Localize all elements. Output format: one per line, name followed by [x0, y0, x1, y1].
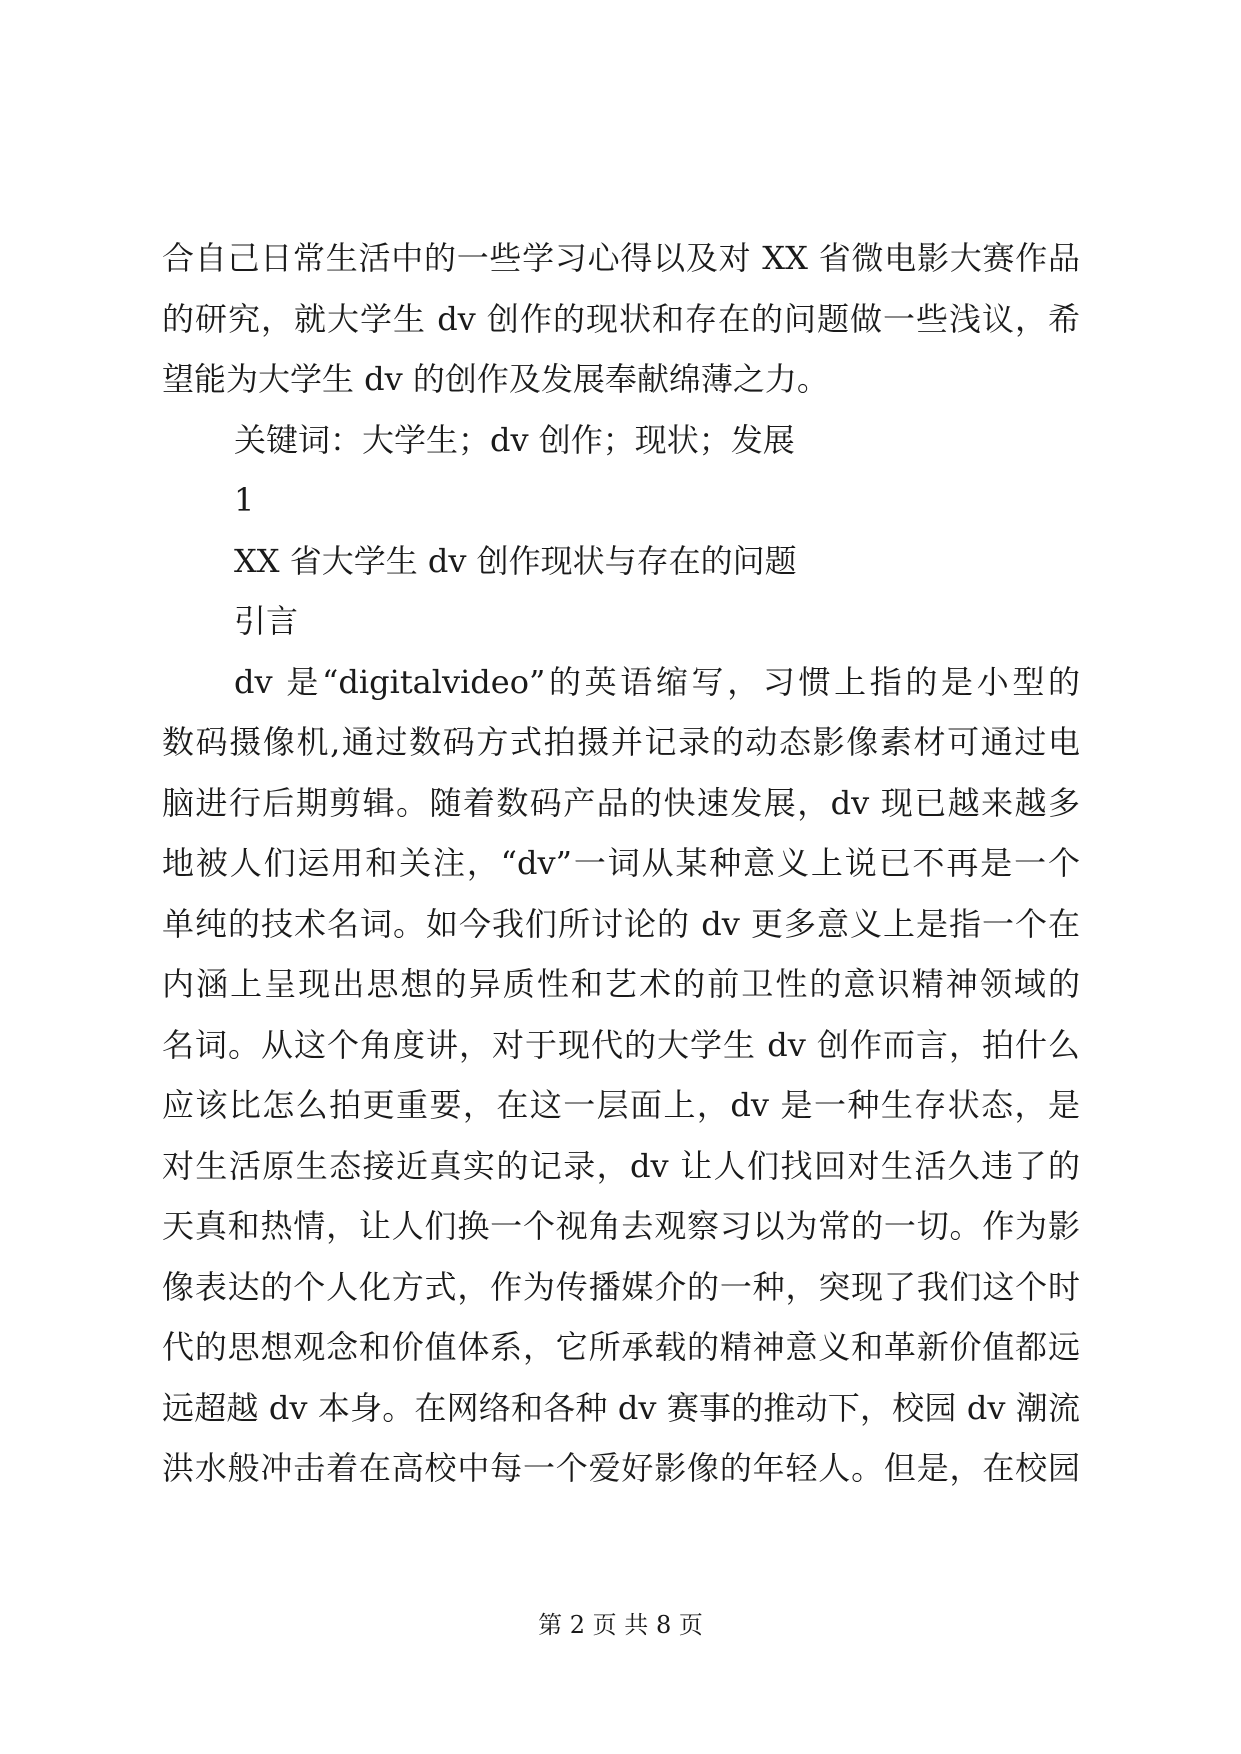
paragraph-line: dv 是“digitalvideo”的英语缩写，习惯上指的是小型的	[234, 662, 1080, 701]
paragraph-line: 对生活原生态接近真实的记录，dv 让人们找回对生活久违了的	[162, 1146, 1080, 1185]
paragraph-line: 数码摄像机,通过数码方式拍摄并记录的动态影像素材可通过电	[162, 723, 1080, 761]
keywords-line: 关键词：大学生；dv 创作；现状；发展	[234, 420, 795, 459]
paragraph-line: 远超越 dv 本身。在网络和各种 dv 赛事的推动下，校园 dv 潮流	[162, 1388, 1080, 1427]
paragraph-line: 应该比怎么拍更重要，在这一层面上，dv 是一种生存状态，是	[162, 1086, 1080, 1124]
paragraph-line: 天真和热情，让人们换一个视角去观察习以为常的一切。作为影	[162, 1207, 1080, 1245]
paragraph-line: 像表达的个人化方式，作为传播媒介的一种，突现了我们这个时	[162, 1267, 1080, 1306]
page-number-label: 第 2 页 共 8 页	[538, 1611, 703, 1639]
paragraph-line: 地被人们运用和关注，“dv”一词从某种意义上说已不再是一个	[162, 844, 1080, 882]
intro-paragraph	[162, 652, 1080, 1499]
abstract-line: 的研究，就大学生 dv 创作的现状和存在的问题做一些浅议，希	[162, 299, 1080, 338]
section-number: 1	[234, 481, 255, 519]
abstract-tail	[162, 228, 1080, 410]
section-title: XX 省大学生 dv 创作现状与存在的问题	[234, 541, 797, 580]
page-footer	[0, 1610, 1241, 1640]
abstract-line: 望能为大学生 dv 的创作及发展奉献绵薄之力。	[162, 360, 829, 398]
paragraph-line: 名词。从这个角度讲，对于现代的大学生 dv 创作而言，拍什么	[162, 1025, 1080, 1064]
abstract-line: 合自己日常生活中的一些学习心得以及对 XX 省微电影大赛作品	[162, 239, 1080, 277]
paragraph-line: 洪水般冲击着在高校中每一个爱好影像的年轻人。但是，在校园	[162, 1449, 1080, 1487]
paragraph-line: 内涵上呈现出思想的异质性和艺术的前卫性的意识精神领域的	[162, 965, 1080, 1003]
document-body	[162, 228, 1080, 1499]
paragraph-line: 脑进行后期剪辑。随着数码产品的快速发展，dv 现已越来越多	[162, 783, 1080, 822]
subsection-title: 引言	[234, 602, 299, 640]
paragraph-line: 单纯的技术名词。如今我们所讨论的 dv 更多意义上是指一个在	[162, 904, 1080, 943]
paragraph-line: 代的思想观念和价值体系，它所承载的精神意义和革新价值都远	[162, 1328, 1080, 1366]
